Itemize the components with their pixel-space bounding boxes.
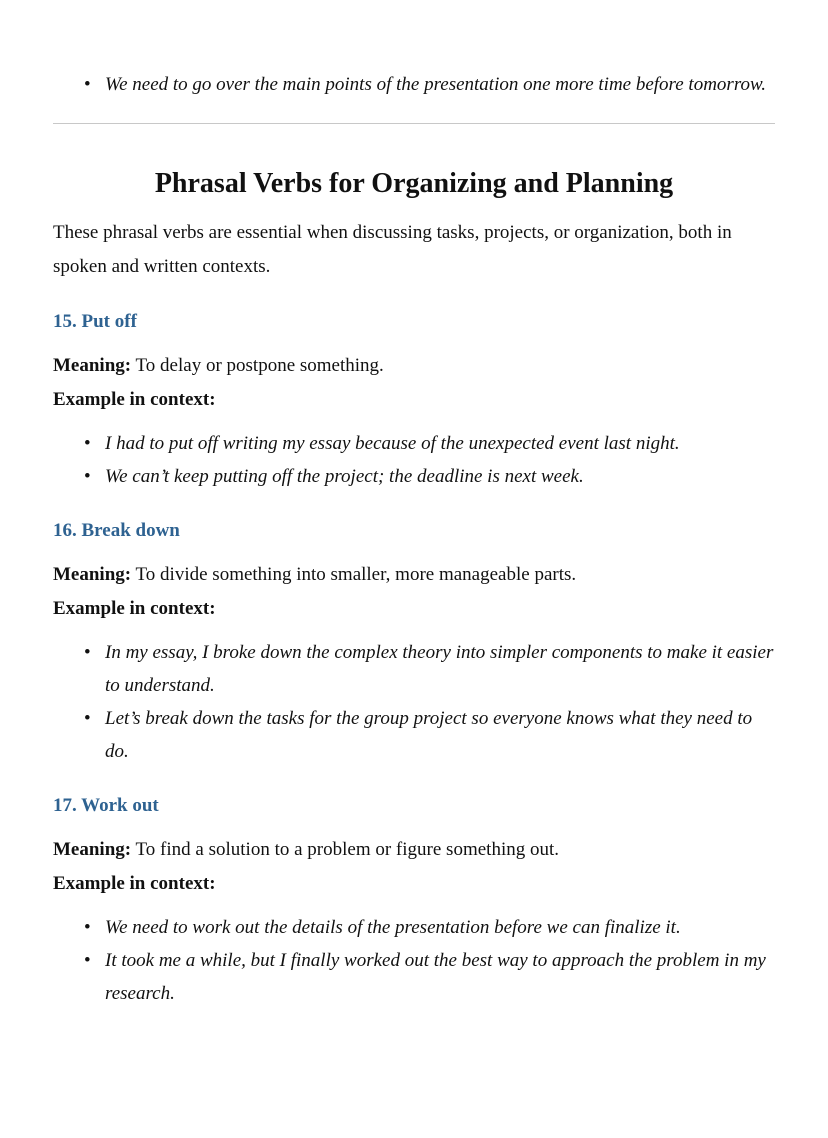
entry-heading: 15. Put off xyxy=(53,311,137,332)
example-label: Example in context: xyxy=(53,389,216,410)
example-list xyxy=(53,636,775,768)
section-title: Phrasal Verbs for Organizing and Planning xyxy=(154,168,674,199)
meaning-label: Meaning: xyxy=(53,355,132,376)
section-intro: These phrasal verbs are essential when discussing tasks, projects, or organization, both in spoken and written contexts. xyxy=(53,222,732,277)
entry-work-out xyxy=(53,793,775,1010)
meaning-label: Meaning: xyxy=(53,839,132,860)
list-item: • We need to go over the main points of the presentation one more time before tomorrow. xyxy=(105,68,775,101)
entry-heading: 16. Break down xyxy=(53,520,180,541)
section-divider xyxy=(53,123,775,124)
list-item: • I had to put off writing my essay because of the unexpected event last night. xyxy=(105,427,775,460)
meaning-text: To divide something into smaller, more manageable parts. xyxy=(135,564,577,585)
example-label: Example in context: xyxy=(53,873,216,894)
list-item: • Let’s break down the tasks for the group project so everyone knows what they need to do. xyxy=(105,702,775,768)
meaning-label: Meaning: xyxy=(53,564,132,585)
entry-heading: 17. Work out xyxy=(53,795,159,816)
entry-break-down xyxy=(53,518,775,768)
meaning-text: To delay or postpone something. xyxy=(135,355,384,376)
list-item: • We can’t keep putting off the project; the deadline is next week. xyxy=(105,460,775,493)
example-label: Example in context: xyxy=(53,598,216,619)
entry-meaning xyxy=(53,833,775,867)
meaning-text: To find a solution to a problem or figure something out. xyxy=(135,839,559,860)
list-item: • In my essay, I broke down the complex theory into simpler components to make it easier to understand. xyxy=(105,636,775,702)
entry-put-off xyxy=(53,309,775,493)
list-item: • We need to work out the details of the presentation before we can finalize it. xyxy=(105,911,775,944)
example-list xyxy=(53,911,775,1010)
entry-meaning xyxy=(53,558,775,592)
previous-example-list xyxy=(53,0,775,101)
entry-meaning xyxy=(53,349,775,383)
list-item: • It took me a while, but I finally worked out the best way to approach the problem in my research. xyxy=(105,944,775,1010)
example-list xyxy=(53,427,775,493)
